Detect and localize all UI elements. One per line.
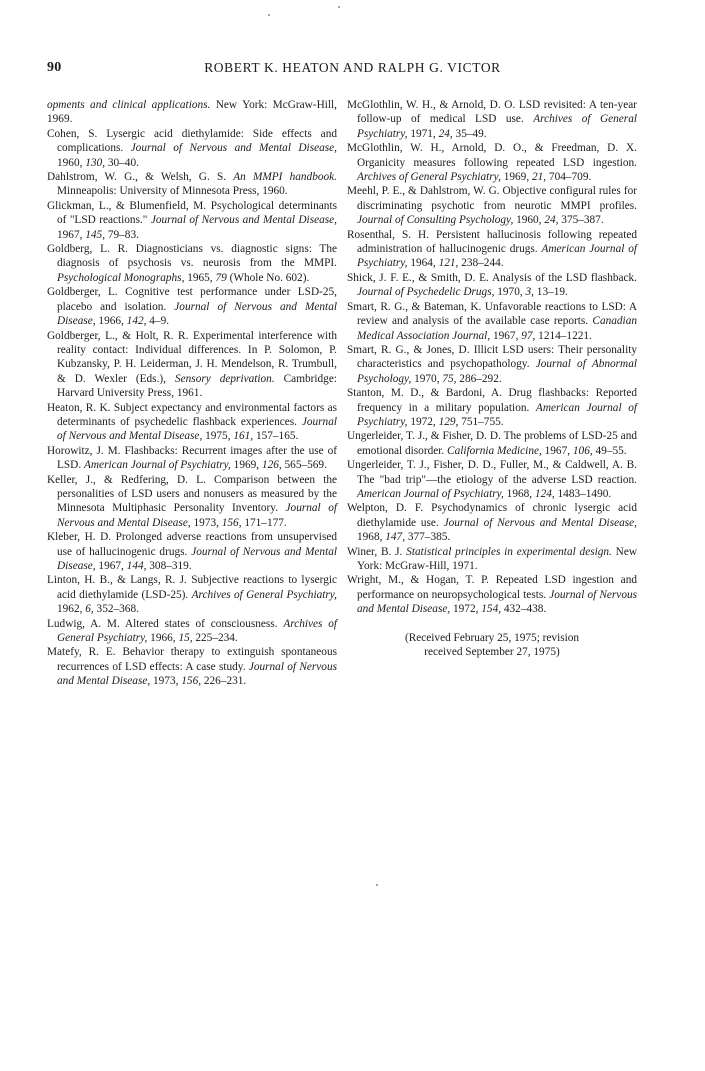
reference-italic-text: Archives of General Psychiatry, <box>357 113 637 140</box>
reference-italic-text: 6, <box>85 603 94 616</box>
reference-text: Keller, J., & Redfering, D. L. Comparison between the personalities of LSD users and nonusers as measured by the Minnesota Multiphasic Personality Inventory. <box>47 473 337 515</box>
received-note-placeholder <box>347 98 637 617</box>
reference-text: 1964, <box>407 257 439 270</box>
reference-text: 1967, <box>541 444 573 457</box>
reference-text: 4–9. <box>146 315 170 328</box>
reference-text: Horowitz, J. M. Flashbacks: Recurrent images after the use of LSD. <box>47 444 337 472</box>
received-note-line-2: received September 27, 1975) <box>424 646 560 659</box>
reference-text: Ludwig, A. M. Altered states of consciousness. <box>47 617 284 630</box>
reference-text: Goldberger, L., & Holt, R. R. Experimental interference with reality contact: Individual differences. In P. Solomon, P. Kubzansky, P. H. Leiderman, J. H. Mendelson, R. Trumbull, & D. Wexler (Eds.), <box>47 329 337 385</box>
reference-text: 1968, <box>357 531 386 544</box>
scan-speck <box>376 884 378 886</box>
reference-italic-text: 145, <box>85 228 106 241</box>
reference-text: Shick, J. F. E., & Smith, D. E. Analysis of the LSD flashback. <box>347 271 637 284</box>
reference-text: Linton, H. B., & Langs, R. J. Subjective reactions to lysergic acid diethylamide (LSD-25). <box>47 574 337 601</box>
reference-italic-text: 156, <box>181 675 202 688</box>
reference-entry <box>47 473 337 531</box>
reference-entry <box>47 617 337 646</box>
reference-text: 375–387. <box>558 214 604 227</box>
reference-text: Glickman, L., & Blumenfield, M. Psychological determinants of "LSD reactions." <box>47 199 337 227</box>
reference-italic-text: Sensory deprivation. <box>174 372 275 385</box>
reference-entry <box>347 98 637 141</box>
reference-italic-text: 129, <box>438 415 459 428</box>
reference-entry <box>347 300 637 343</box>
reference-italic-text: Journal of Nervous and Mental Disease, <box>57 545 337 572</box>
reference-text: Cohen, S. Lysergic acid diethylamide: Side effects and complications. <box>47 127 337 155</box>
reference-entry <box>47 329 337 401</box>
reference-text: 352–368. <box>93 603 139 616</box>
reference-italic-text: 79 <box>215 271 227 284</box>
reference-italic-text: Journal of Nervous and Mental Disease, <box>443 516 637 529</box>
reference-italic-text: Journal of Psychedelic Drugs, <box>357 286 495 299</box>
reference-text: 1965, <box>184 271 216 284</box>
reference-italic-text: 121, <box>438 257 459 270</box>
reference-entry <box>347 458 637 501</box>
reference-text: Kleber, H. D. Prolonged adverse reactions from unsupervised use of hallucinogenic drugs. <box>47 531 337 558</box>
reference-text: 308–319. <box>146 560 192 572</box>
reference-text: Matefy, R. E. Behavior therapy to extinguish spontaneous recurrences of LSD effects: A case study. <box>47 646 337 673</box>
reference-italic-text: 24, <box>544 214 559 227</box>
reference-italic-text: 15, <box>178 632 193 645</box>
reference-text: Smart, R. G., & Jones, D. Illicit LSD users: Their personality characteristics and psychopathology. <box>347 343 637 371</box>
reference-text: Ungerleider, T. J., & Fisher, D. D. The problems of LSD-25 and emotional disorder. <box>347 430 637 457</box>
reference-text: (Whole No. 602). <box>226 271 310 284</box>
reference-text: 1972, <box>407 415 439 428</box>
reference-italic-text: American Journal of Psychiatry, <box>357 401 637 428</box>
reference-italic-text: 144, <box>126 560 147 572</box>
reference-italic-text: 147, <box>385 531 406 544</box>
reference-italic-text: 97, <box>521 329 536 342</box>
reference-entry <box>47 199 337 242</box>
reference-column-left <box>47 98 337 689</box>
reference-text: 565–569. <box>281 459 327 472</box>
reference-text: 1967, <box>95 560 127 572</box>
reference-italic-text: 3, <box>525 286 534 299</box>
reference-column-right <box>347 98 637 659</box>
reference-italic-text: An MMPI handbook. <box>233 171 337 184</box>
reference-entry <box>47 645 337 688</box>
reference-italic-text: Journal of Nervous and Mental Disease, <box>357 588 638 616</box>
reference-text: 1969, <box>500 171 532 184</box>
reference-text: 157–165. <box>253 430 299 443</box>
reference-italic-text: Journal of Nervous and Mental Disease, <box>57 660 338 688</box>
reference-entry <box>347 271 637 300</box>
reference-text: Ungerleider, T. J., Fisher, D. D., Fuller, M., & Caldwell, A. B. The "bad trip"—the etiology of the adverse LSD reaction. <box>347 459 637 486</box>
reference-text: 79–83. <box>105 228 139 241</box>
reference-text: 226–231. <box>201 675 247 688</box>
reference-italic-text: Journal of Nervous and Mental Disease, <box>57 502 337 529</box>
reference-text: Stanton, M. D., & Bardoni, A. Drug flashbacks: Reported frequency in a military population. <box>347 387 637 414</box>
reference-text: 1970, <box>411 372 443 385</box>
reference-text: Meehl, P. E., & Dahlstrom, W. G. Objective configural rules for discriminating psychotic from neurotic MMPI profiles. <box>347 185 637 212</box>
reference-entry <box>47 444 337 473</box>
reference-entry <box>47 242 337 285</box>
reference-italic-text: Archives of General Psychiatry, <box>357 171 501 184</box>
reference-italic-text: 21, <box>531 171 547 184</box>
reference-italic-text: 161, <box>233 430 254 443</box>
reference-italic-text: California Medicine, <box>447 444 542 457</box>
reference-italic-text: 75, <box>442 372 457 385</box>
reference-italic-text: 142, <box>126 315 147 328</box>
reference-italic-text: opments and clinical applications. <box>47 99 211 111</box>
reference-entry <box>47 401 337 444</box>
reference-italic-text: American Journal of Psychiatry, <box>357 243 637 270</box>
reference-text: McGlothlin, W. H., & Arnold, D. O. LSD revisited: A ten-year follow-up of medical LSD use. <box>347 99 637 126</box>
reference-text: 1973, <box>190 516 222 529</box>
reference-text: New York: McGraw-Hill, 1969. <box>47 99 337 126</box>
reference-italic-text: Archives of General Psychiatry, <box>191 588 337 601</box>
reference-text: 1966, <box>147 632 179 645</box>
reference-italic-text: 24, <box>438 127 453 140</box>
reference-text: 1960, <box>57 156 86 169</box>
reference-italic-text: American Journal of Psychiatry, <box>357 487 504 500</box>
reference-text: 286–292. <box>456 372 502 385</box>
reference-text: 225–234. <box>192 632 238 645</box>
reference-entry <box>347 343 637 386</box>
reference-text: 1214–1221. <box>535 329 592 342</box>
reference-entry <box>47 98 337 127</box>
reference-italic-text: 124, <box>534 487 555 500</box>
reference-entry <box>347 386 637 429</box>
reference-entry <box>347 429 637 458</box>
reference-italic-text: Journal of Nervous and Mental Disease, <box>57 415 337 443</box>
reference-text: 1972, <box>450 603 482 616</box>
reference-entry <box>47 170 337 199</box>
reference-text: 1962, <box>57 603 86 616</box>
reference-text: 1483–1490. <box>554 487 612 500</box>
reference-entry <box>47 573 337 616</box>
reference-italic-text: Psychological Monographs, <box>57 271 185 284</box>
reference-text: 1970, <box>494 286 526 299</box>
reference-text: 1968, <box>503 487 535 500</box>
reference-italic-text: Statistical principles in experimental design. <box>406 545 612 558</box>
reference-text: Heaton, R. K. Subject expectancy and environmental factors as determinants of psychedelic flashback experiences. <box>47 401 337 428</box>
reference-text: 49–55. <box>592 444 627 457</box>
reference-text: Winer, B. J. <box>347 545 407 558</box>
reference-italic-text: Journal of Abnormal Psychology, <box>357 358 638 385</box>
page-number: 90 <box>47 60 62 75</box>
reference-text: 238–244. <box>458 257 504 270</box>
reference-text: Smart, R. G., & Bateman, K. Unfavorable reactions to LSD: A review and analysis of the available case reports. <box>347 300 637 328</box>
reference-text: 171–177. <box>241 516 287 529</box>
reference-italic-text: 156, <box>221 516 242 529</box>
reference-entry <box>347 184 637 227</box>
received-note <box>347 631 637 660</box>
reference-entry <box>347 141 637 184</box>
reference-text: Dahlstrom, W. G., & Welsh, G. S. <box>47 171 234 184</box>
reference-italic-text: Journal of Nervous and Mental Disease, <box>150 214 337 227</box>
reference-text: 1973, <box>150 675 182 688</box>
reference-text: 1971, <box>407 127 439 140</box>
reference-entry <box>347 573 637 616</box>
reference-text: 1960, <box>513 214 545 227</box>
reference-text: 1969, <box>230 459 262 472</box>
reference-text: 1967, <box>490 329 522 342</box>
reference-text: 704–709. <box>546 171 592 184</box>
scan-speck <box>338 6 340 8</box>
reference-text: 432–438. <box>501 603 547 616</box>
reference-italic-text: 154, <box>481 603 502 616</box>
scan-speck <box>268 14 270 16</box>
reference-entry <box>47 530 337 573</box>
reference-italic-text: Journal of Nervous and Mental Disease, <box>57 300 337 328</box>
reference-italic-text: 130, <box>85 156 106 169</box>
reference-italic-text: Archives of General Psychiatry, <box>57 617 337 645</box>
reference-italic-text: 126, <box>261 459 282 472</box>
reference-text: 1967, <box>57 228 86 241</box>
reference-text: 751–755. <box>458 415 504 428</box>
reference-text: 1966, <box>95 315 127 328</box>
reference-italic-text: 106, <box>572 444 593 457</box>
reference-entry <box>347 228 637 271</box>
reference-text: 377–385. <box>405 531 451 544</box>
reference-text: Wright, M., & Hogan, T. P. Repeated LSD ingestion and performance on neuropsychological tests. <box>347 574 637 601</box>
reference-italic-text: American Journal of Psychiatry, <box>84 459 231 472</box>
reference-text: Rosenthal, S. H. Persistent hallucinosis following repeated administration of hallucinogenic drugs. <box>347 228 637 256</box>
reference-italic-text: Journal of Consulting Psychology, <box>357 214 514 227</box>
reference-entry <box>47 127 337 170</box>
reference-entry <box>347 501 637 544</box>
reference-text: Goldberger, L. Cognitive test performance under LSD-25, placebo and isolation. <box>47 286 337 313</box>
reference-italic-text: Journal of Nervous and Mental Disease, <box>130 142 337 155</box>
reference-entry <box>47 285 337 328</box>
received-note-line-1: (Received February 25, 1975; revision <box>404 631 580 644</box>
reference-text: Goldberg, L. R. Diagnosticians vs. diagnostic signs: The diagnosis of psychosis vs. neurosis from the MMPI. <box>47 243 337 270</box>
reference-entry <box>347 545 637 574</box>
reference-text: Welpton, D. F. Psychodynamics of chronic lysergic acid diethylamide use. <box>347 502 637 529</box>
reference-text: 35–49. <box>452 127 487 140</box>
reference-text: Cambridge: Harvard University Press, 1961. <box>57 372 337 400</box>
running-head: ROBERT K. HEATON AND RALPH G. VICTOR <box>204 60 501 75</box>
reference-text: New York: McGraw-Hill, 1971. <box>357 545 638 572</box>
reference-text: McGlothlin, W. H., Arnold, D. O., & Freedman, D. X. Organicity measures following repeated LSD ingestion. <box>347 142 637 169</box>
reference-text: 30–40. <box>105 156 139 169</box>
reference-text: 1975, <box>202 430 234 443</box>
reference-text: 13–19. <box>533 286 568 299</box>
reference-italic-text: Canadian Medical Association Journal, <box>357 315 637 342</box>
reference-text: Minneapolis: University of Minnesota Press, 1960. <box>57 185 288 198</box>
